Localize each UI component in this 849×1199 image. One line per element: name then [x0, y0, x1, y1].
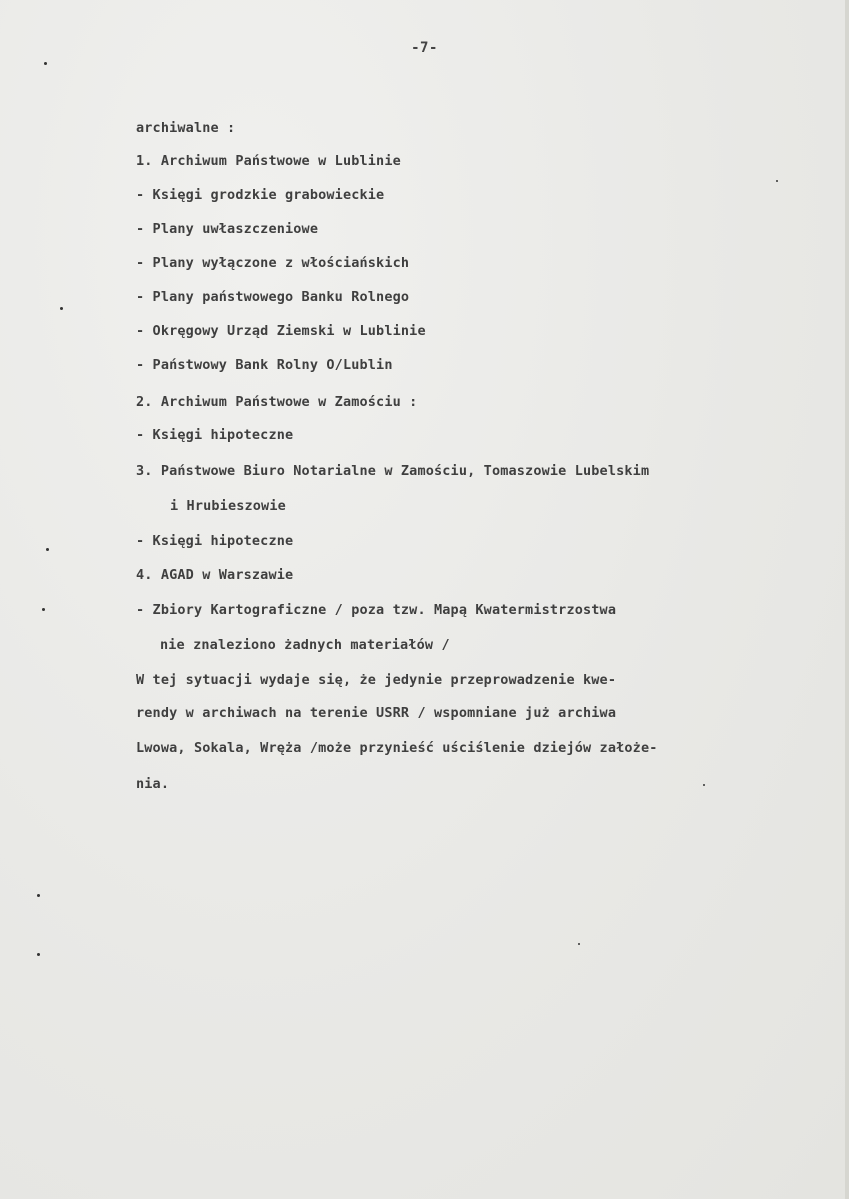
text-line: nie znaleziono żadnych materiałów / [160, 637, 450, 653]
text-line: - Plany wyłączone z włościańskich [136, 255, 410, 271]
text-line: - Plany państwowego Banku Rolnego [136, 289, 410, 305]
text-line: 2. Archiwum Państwowe w Zamościu : [136, 394, 418, 410]
text-line: i Hrubieszowie [170, 498, 286, 514]
text-line: nia. [136, 776, 170, 792]
speck-mark [578, 943, 580, 945]
text-line: - Zbiory Kartograficzne / poza tzw. Mapą Kwatermistrzostwa [136, 602, 617, 618]
page-number: -7- [411, 40, 438, 56]
text-line: - Państwowy Bank Rolny O/Lublin [136, 357, 393, 373]
speck-mark [37, 953, 40, 956]
text-line: - Plany uwłaszczeniowe [136, 221, 319, 237]
speck-mark [703, 784, 705, 786]
text-line: 4. AGAD w Warszawie [136, 567, 294, 583]
speck-mark [60, 307, 63, 310]
speck-mark [776, 180, 778, 182]
text-line: 3. Państwowe Biuro Notarialne w Zamościu, Tomaszowie Lubelskim [136, 463, 650, 479]
text-line: - Księgi grodzkie grabowieckie [136, 187, 385, 203]
speck-mark [46, 548, 49, 551]
text-line: W tej sytuacji wydaje się, że jedynie przeprowadzenie kwe- [136, 672, 617, 688]
speck-mark [44, 62, 47, 65]
text-line: - Księgi hipoteczne [136, 427, 294, 443]
page-edge [845, 0, 849, 1199]
text-line: rendy w archiwach na terenie USRR / wspomniane już archiwa [136, 705, 617, 721]
text-line: archiwalne : [136, 120, 236, 136]
text-line: Lwowa, Sokala, Wręża /może przynieść uściślenie dziejów założe- [136, 740, 658, 756]
text-line: - Księgi hipoteczne [136, 533, 294, 549]
speck-mark [42, 608, 45, 611]
text-line: - Okręgowy Urząd Ziemski w Lublinie [136, 323, 426, 339]
text-line: 1. Archiwum Państwowe w Lublinie [136, 153, 401, 169]
speck-mark [37, 894, 40, 897]
